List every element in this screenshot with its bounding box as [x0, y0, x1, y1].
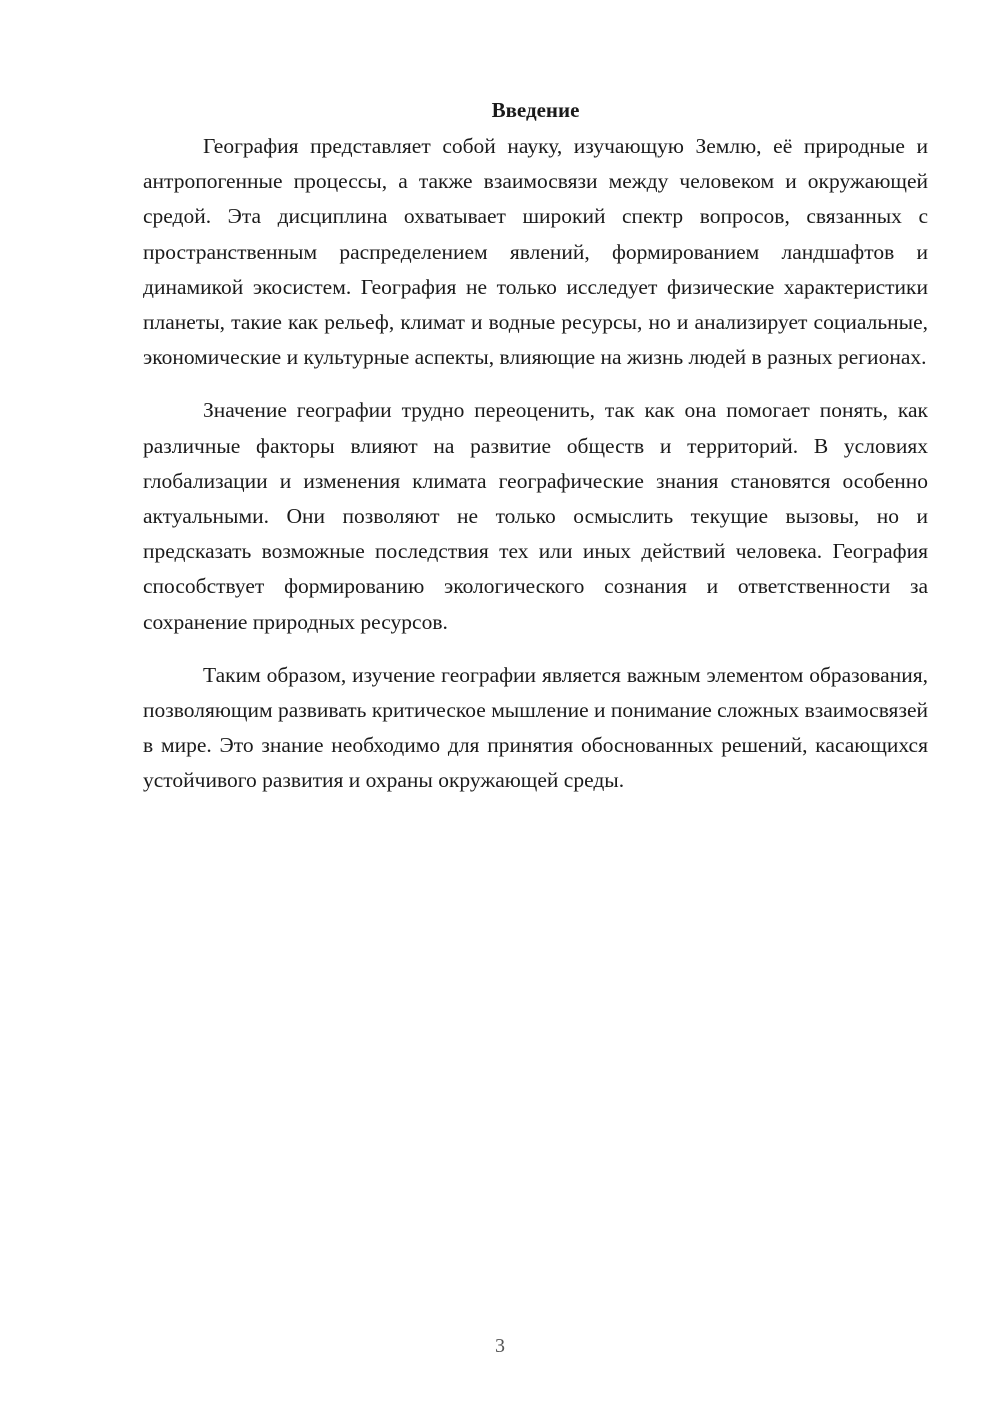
page-number: 3	[495, 1335, 505, 1357]
paragraph-1: География представляет собой науку, изучающую Землю, её природные и антропогенные процессы, а также взаимосвязи между человеком и окружающей средой. Эта дисциплина охватывает широкий спектр вопросов, связанных с пространственным распределением явлений, формированием ландшафтов и динамикой экосистем. География не только исследует физические характеристики планеты, такие как рельеф, климат и водные ресурсы, но и анализирует социальные, экономические и культурные аспекты, влияющие на жизнь людей в разных регионах.	[143, 134, 928, 370]
paragraph-3: Таким образом, изучение географии является важным элементом образования, позволяющим развивать критическое мышление и понимание сложных взаимосвязей в мире. Это знание необходимо для принятия обоснованных решений, касающихся устойчивого развития и охраны окружающей среды.	[143, 662, 928, 793]
document-page	[143, 95, 928, 817]
paragraph-2: Значение географии трудно переоценить, так как она помогает понять, как различные факторы влияют на развитие обществ и территорий. В условиях глобализации и изменения климата географические знания становятся особенно актуальными. Они позволяют не только осмыслить текущие вызовы, но и предсказать возможные последствия тех или иных действий человека. География способствует формированию экологического сознания и ответственности за сохранение природных ресурсов.	[143, 398, 928, 634]
section-heading: Введение	[491, 98, 580, 122]
